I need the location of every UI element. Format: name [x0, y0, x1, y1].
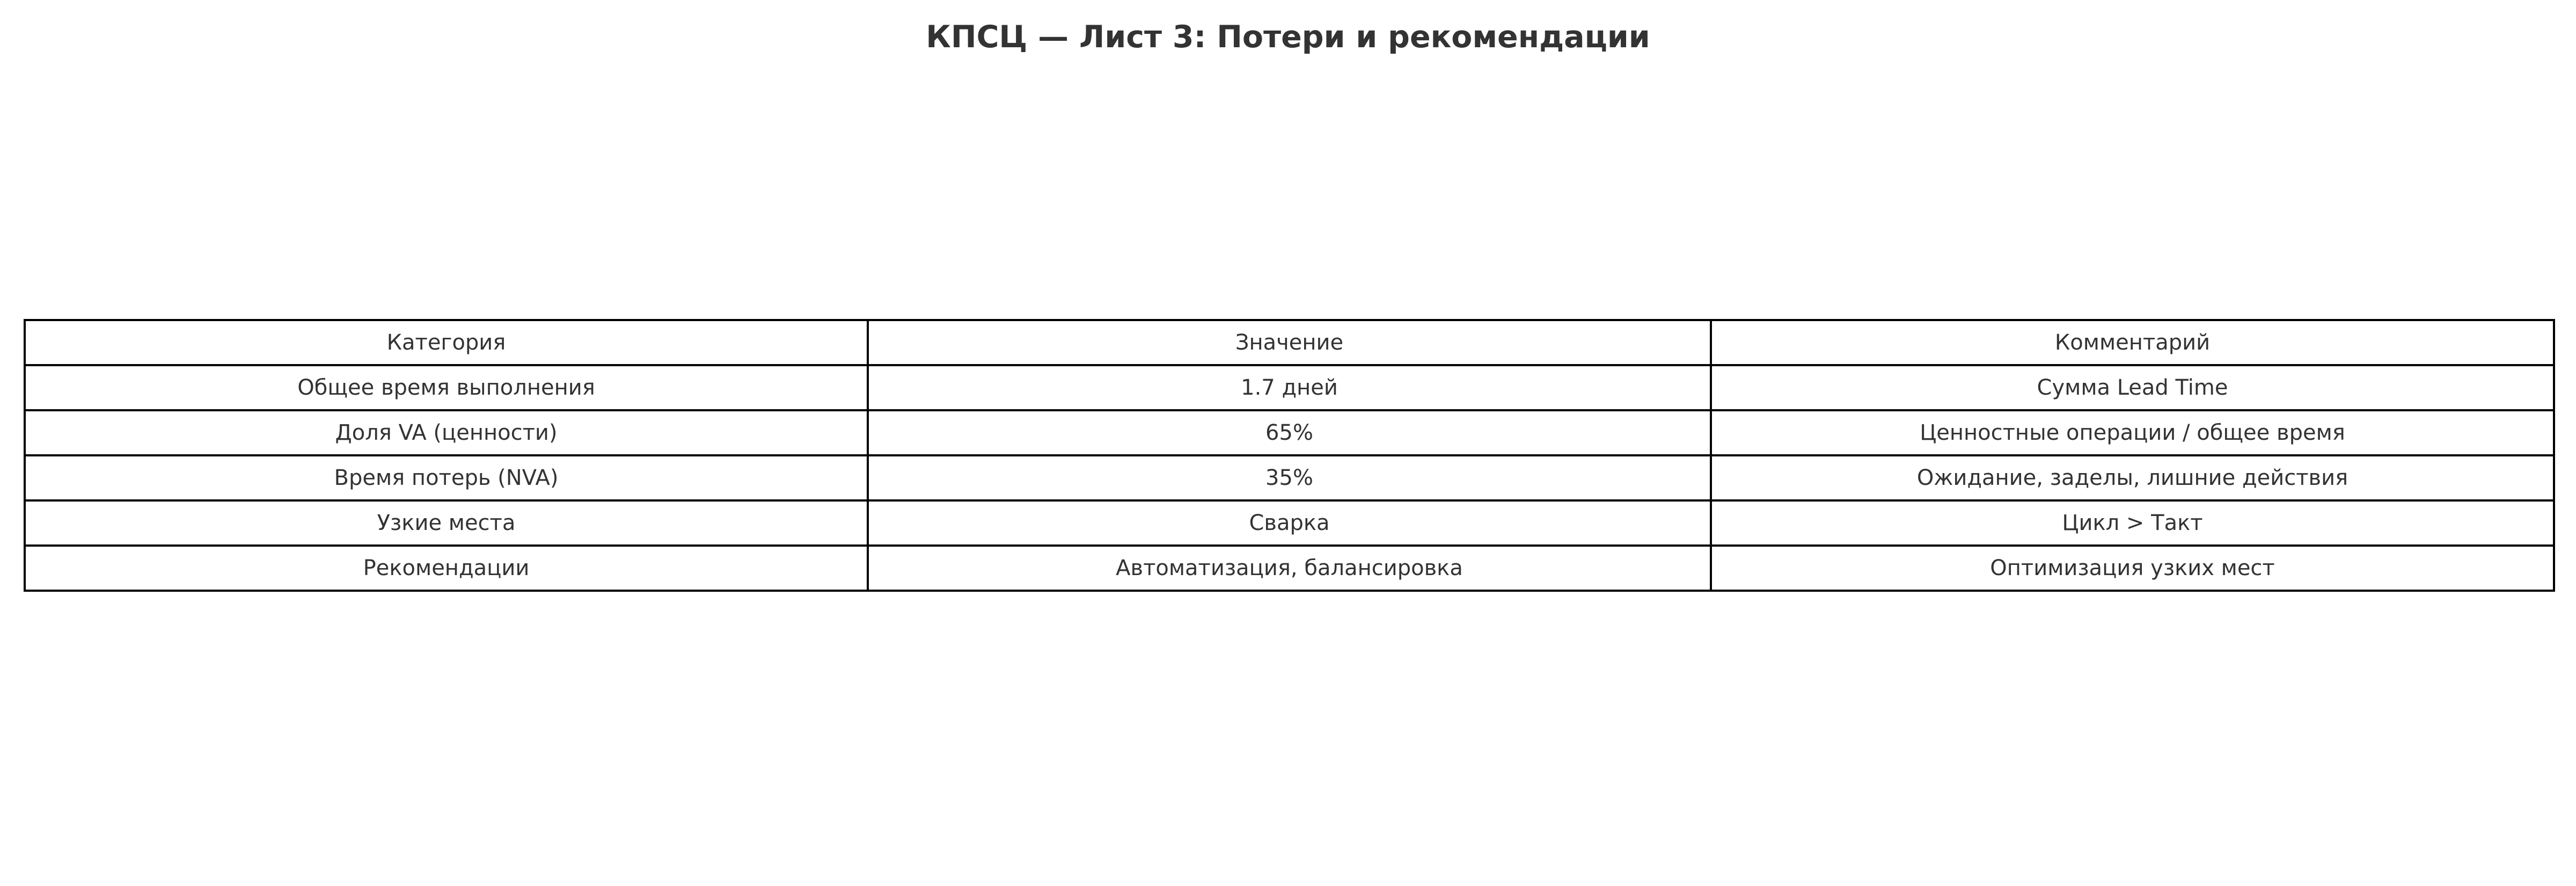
table-cell: Ценностные операции / общее время [1711, 410, 2554, 455]
table-cell: Автоматизация, балансировка [868, 546, 1711, 591]
table-header-row [25, 320, 2554, 365]
table-cell: 65% [868, 410, 1711, 455]
table-cell: Общее время выполнения [25, 365, 868, 410]
table-cell: Сварка [868, 500, 1711, 546]
table-cell: Сумма Lead Time [1711, 365, 2554, 410]
table-cell: Рекомендации [25, 546, 868, 591]
page-title: КПСЦ — Лист 3: Потери и рекомендации [926, 19, 1650, 55]
column-header: Значение [868, 320, 1711, 365]
summary-table [24, 319, 2555, 592]
table-cell: 1.7 дней [868, 365, 1711, 410]
table-row [25, 500, 2554, 546]
table-cell: 35% [868, 455, 1711, 500]
table-row [25, 455, 2554, 500]
table-cell: Узкие места [25, 500, 868, 546]
table-row [25, 546, 2554, 591]
table-cell: Цикл > Такт [1711, 500, 2554, 546]
table-row [25, 410, 2554, 455]
table-cell: Оптимизация узких мест [1711, 546, 2554, 591]
table-cell: Ожидание, заделы, лишние действия [1711, 455, 2554, 500]
table-cell: Время потерь (NVA) [25, 455, 868, 500]
table-row [25, 365, 2554, 410]
column-header: Комментарий [1711, 320, 2554, 365]
table-cell: Доля VA (ценности) [25, 410, 868, 455]
column-header: Категория [25, 320, 868, 365]
